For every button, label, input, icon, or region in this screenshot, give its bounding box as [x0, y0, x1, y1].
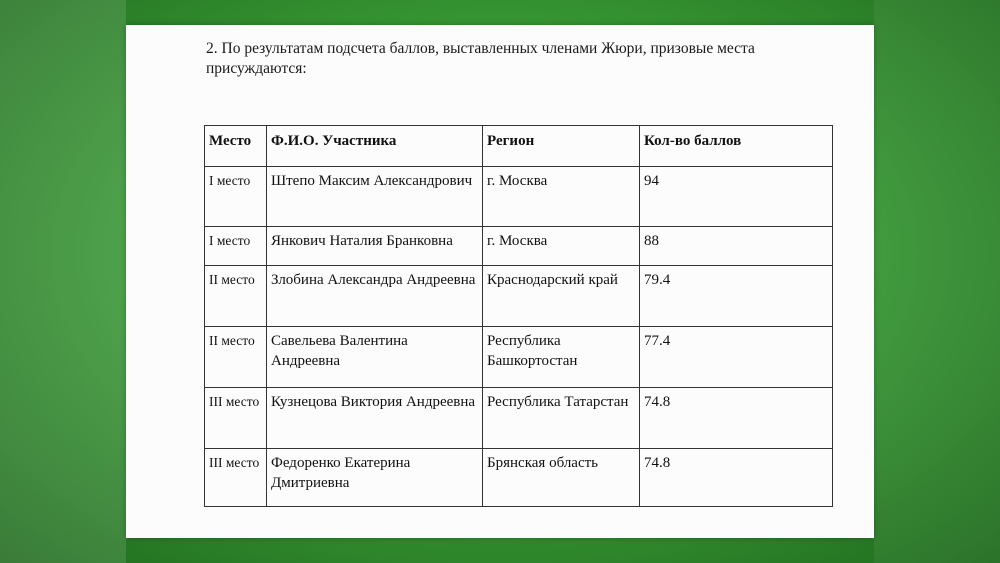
table-row — [205, 266, 833, 327]
cell-score: 88 — [640, 227, 833, 266]
header-name: Ф.И.О. Участника — [267, 126, 483, 167]
cell-place: I место — [205, 227, 267, 266]
cell-place: I место — [205, 167, 267, 227]
cell-region: Республика Башкортостан — [483, 327, 640, 388]
cell-region: г. Москва — [483, 167, 640, 227]
cell-score: 74.8 — [640, 388, 833, 449]
header-region: Регион — [483, 126, 640, 167]
cell-place: III место — [205, 449, 267, 507]
cell-name: Янкович Наталия Бранковна — [267, 227, 483, 266]
table-row — [205, 449, 833, 507]
table-row — [205, 167, 833, 227]
cell-score: 74.8 — [640, 449, 833, 507]
cell-place: II место — [205, 327, 267, 388]
cell-region: Брянская область — [483, 449, 640, 507]
table-row — [205, 388, 833, 449]
table-row — [205, 227, 833, 266]
cell-region: Республика Татарстан — [483, 388, 640, 449]
cell-region: г. Москва — [483, 227, 640, 266]
table-header-row — [205, 126, 833, 167]
intro-paragraph: 2. По результатам подсчета баллов, выставленных членами Жюри, призовые места присуждаются: — [206, 40, 755, 77]
cell-score: 77.4 — [640, 327, 833, 388]
cell-name: Савельева Валентина Андреевна — [267, 327, 483, 388]
cell-score: 79.4 — [640, 266, 833, 327]
cell-name: Кузнецова Виктория Андреевна — [267, 388, 483, 449]
table-row — [205, 327, 833, 388]
background-decoration — [0, 0, 126, 563]
cell-region: Краснодарский край — [483, 266, 640, 327]
header-place: Место — [205, 126, 267, 167]
background-decoration — [874, 0, 1000, 563]
cell-name: Федоренко Екатерина Дмитриевна — [267, 449, 483, 507]
header-score: Кол-во баллов — [640, 126, 833, 167]
cell-name: Штепо Максим Александрович — [267, 167, 483, 227]
cell-score: 94 — [640, 167, 833, 227]
cell-name: Злобина Александра Андреевна — [267, 266, 483, 327]
results-table — [204, 125, 833, 507]
document-page — [126, 25, 874, 538]
cell-place: III место — [205, 388, 267, 449]
cell-place: II место — [205, 266, 267, 327]
